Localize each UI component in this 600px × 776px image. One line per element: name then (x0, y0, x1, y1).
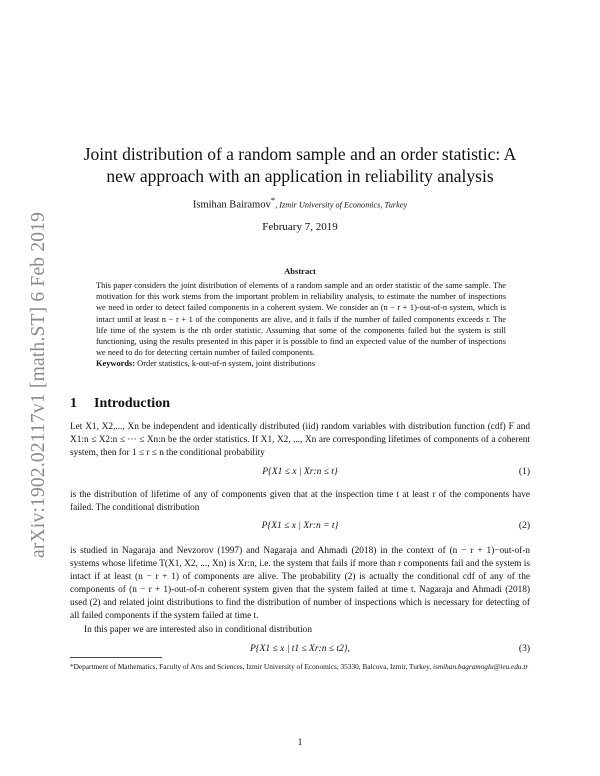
footnote-email: ismihan.bagramoglu@ieu.edu.tr (432, 662, 529, 671)
footnote-rule (70, 657, 162, 658)
keywords-label: Keywords: (96, 359, 136, 369)
paper-title: Joint distribution of a random sample and an order statistic: A new approach with an application in reliability analysis (83, 144, 517, 186)
paragraph-4: In this paper we are interested also in conditional distribution (84, 625, 312, 635)
equation-1-number: (1) (518, 467, 530, 477)
arxiv-stamp-text: arXiv:1902.02117v1 [math.ST] 6 Feb 2019 (28, 211, 49, 558)
equation-1-formula: P{X1 ≤ x | Xr:n ≤ t} (262, 467, 338, 477)
footnote (70, 662, 530, 672)
author-footnote-mark: * (270, 195, 276, 205)
author-line (0, 195, 600, 211)
abstract-text: This paper considers the joint distribution of elements of a random sample and an order statistic of the same sample. The motivation for this work stems from the important problem in reliability analysis, to estimate the number of inspections we need in order to detect failed components in a coherent system. We consider an (n − r + 1)-out-of-n system, which is intact until at least n − r + 1 of the components are alive, and it fails if the number of failed components exceeds r. The life time of the system is the rth order statistic. Assuming that some of the components failed but the system is still functioning, using the results presented in this paper it is possible to find an expected value of the number of inspections we need to do for detecting certain number of failed components. (96, 281, 506, 358)
keywords-text: Order statistics, k-out-of-n system, joint distributions (137, 359, 316, 369)
author-affiliation: , Izmir University of Economics, Turkey (275, 200, 408, 210)
abstract-body (96, 280, 506, 370)
equation-3-number: (3) (518, 644, 530, 654)
paragraph-1: Let X1, X2,..., Xn be independent and identically distributed (iid) random variables with distribution function (cdf) F and X1:n ≤ X2:n ≤ ··· ≤ Xn:n be the order statistics. If X1, X2, ..., Xn are corresponding lifetimes of components of a coherent system, then for 1 ≤ r ≤ n the conditional probability (70, 422, 530, 459)
section-title: Introduction (94, 396, 170, 411)
equation-3-formula: P{X1 ≤ x | t1 ≤ Xr:n ≤ t2}, (250, 644, 350, 654)
page-number: 1 (297, 738, 303, 748)
author-name: Ismihan Bairamov (192, 199, 271, 211)
section-heading (70, 396, 170, 412)
equation-2-formula: P{X1 ≤ x | Xr:n = t} (261, 521, 339, 531)
equation-2-number: (2) (518, 521, 530, 531)
paper-date: February 7, 2019 (262, 221, 338, 233)
section-number: 1 (70, 396, 77, 411)
footnote-text: *Department of Mathematics, Faculty of Arts and Sciences, Izmir University of Economics, 35330, Balcova, Izmir, Turkey, (70, 662, 433, 671)
paragraph-3: is studied in Nagaraja and Nevzorov (1997) and Nagaraja and Ahmadi (2018) in the context of (n − r + 1)−out-of-n systems whose lifetime T(X1, X2, ..., Xn) is Xr:n, i.e. the system that fails if more than r components fail and the system is intact if at least (n − r + 1) of components are alive. The probability (2) is actually the conditional cdf of any of the components of (n − r + 1)-out-of-n coherent system given that the system failed at time t. Nagaraja and Ahmadi (2018) used (2) and related joint distributions to find the distribution of number of inspections which is necessary for detecting of all failed components if the system failed at time t. (70, 546, 530, 622)
abstract-heading: Abstract (284, 266, 316, 276)
arxiv-stamp (10, 182, 49, 558)
paragraph-2: is the distribution of lifetime of any of components given that at the inspection time t at least r of the components have failed. The conditional distribution (70, 490, 530, 514)
